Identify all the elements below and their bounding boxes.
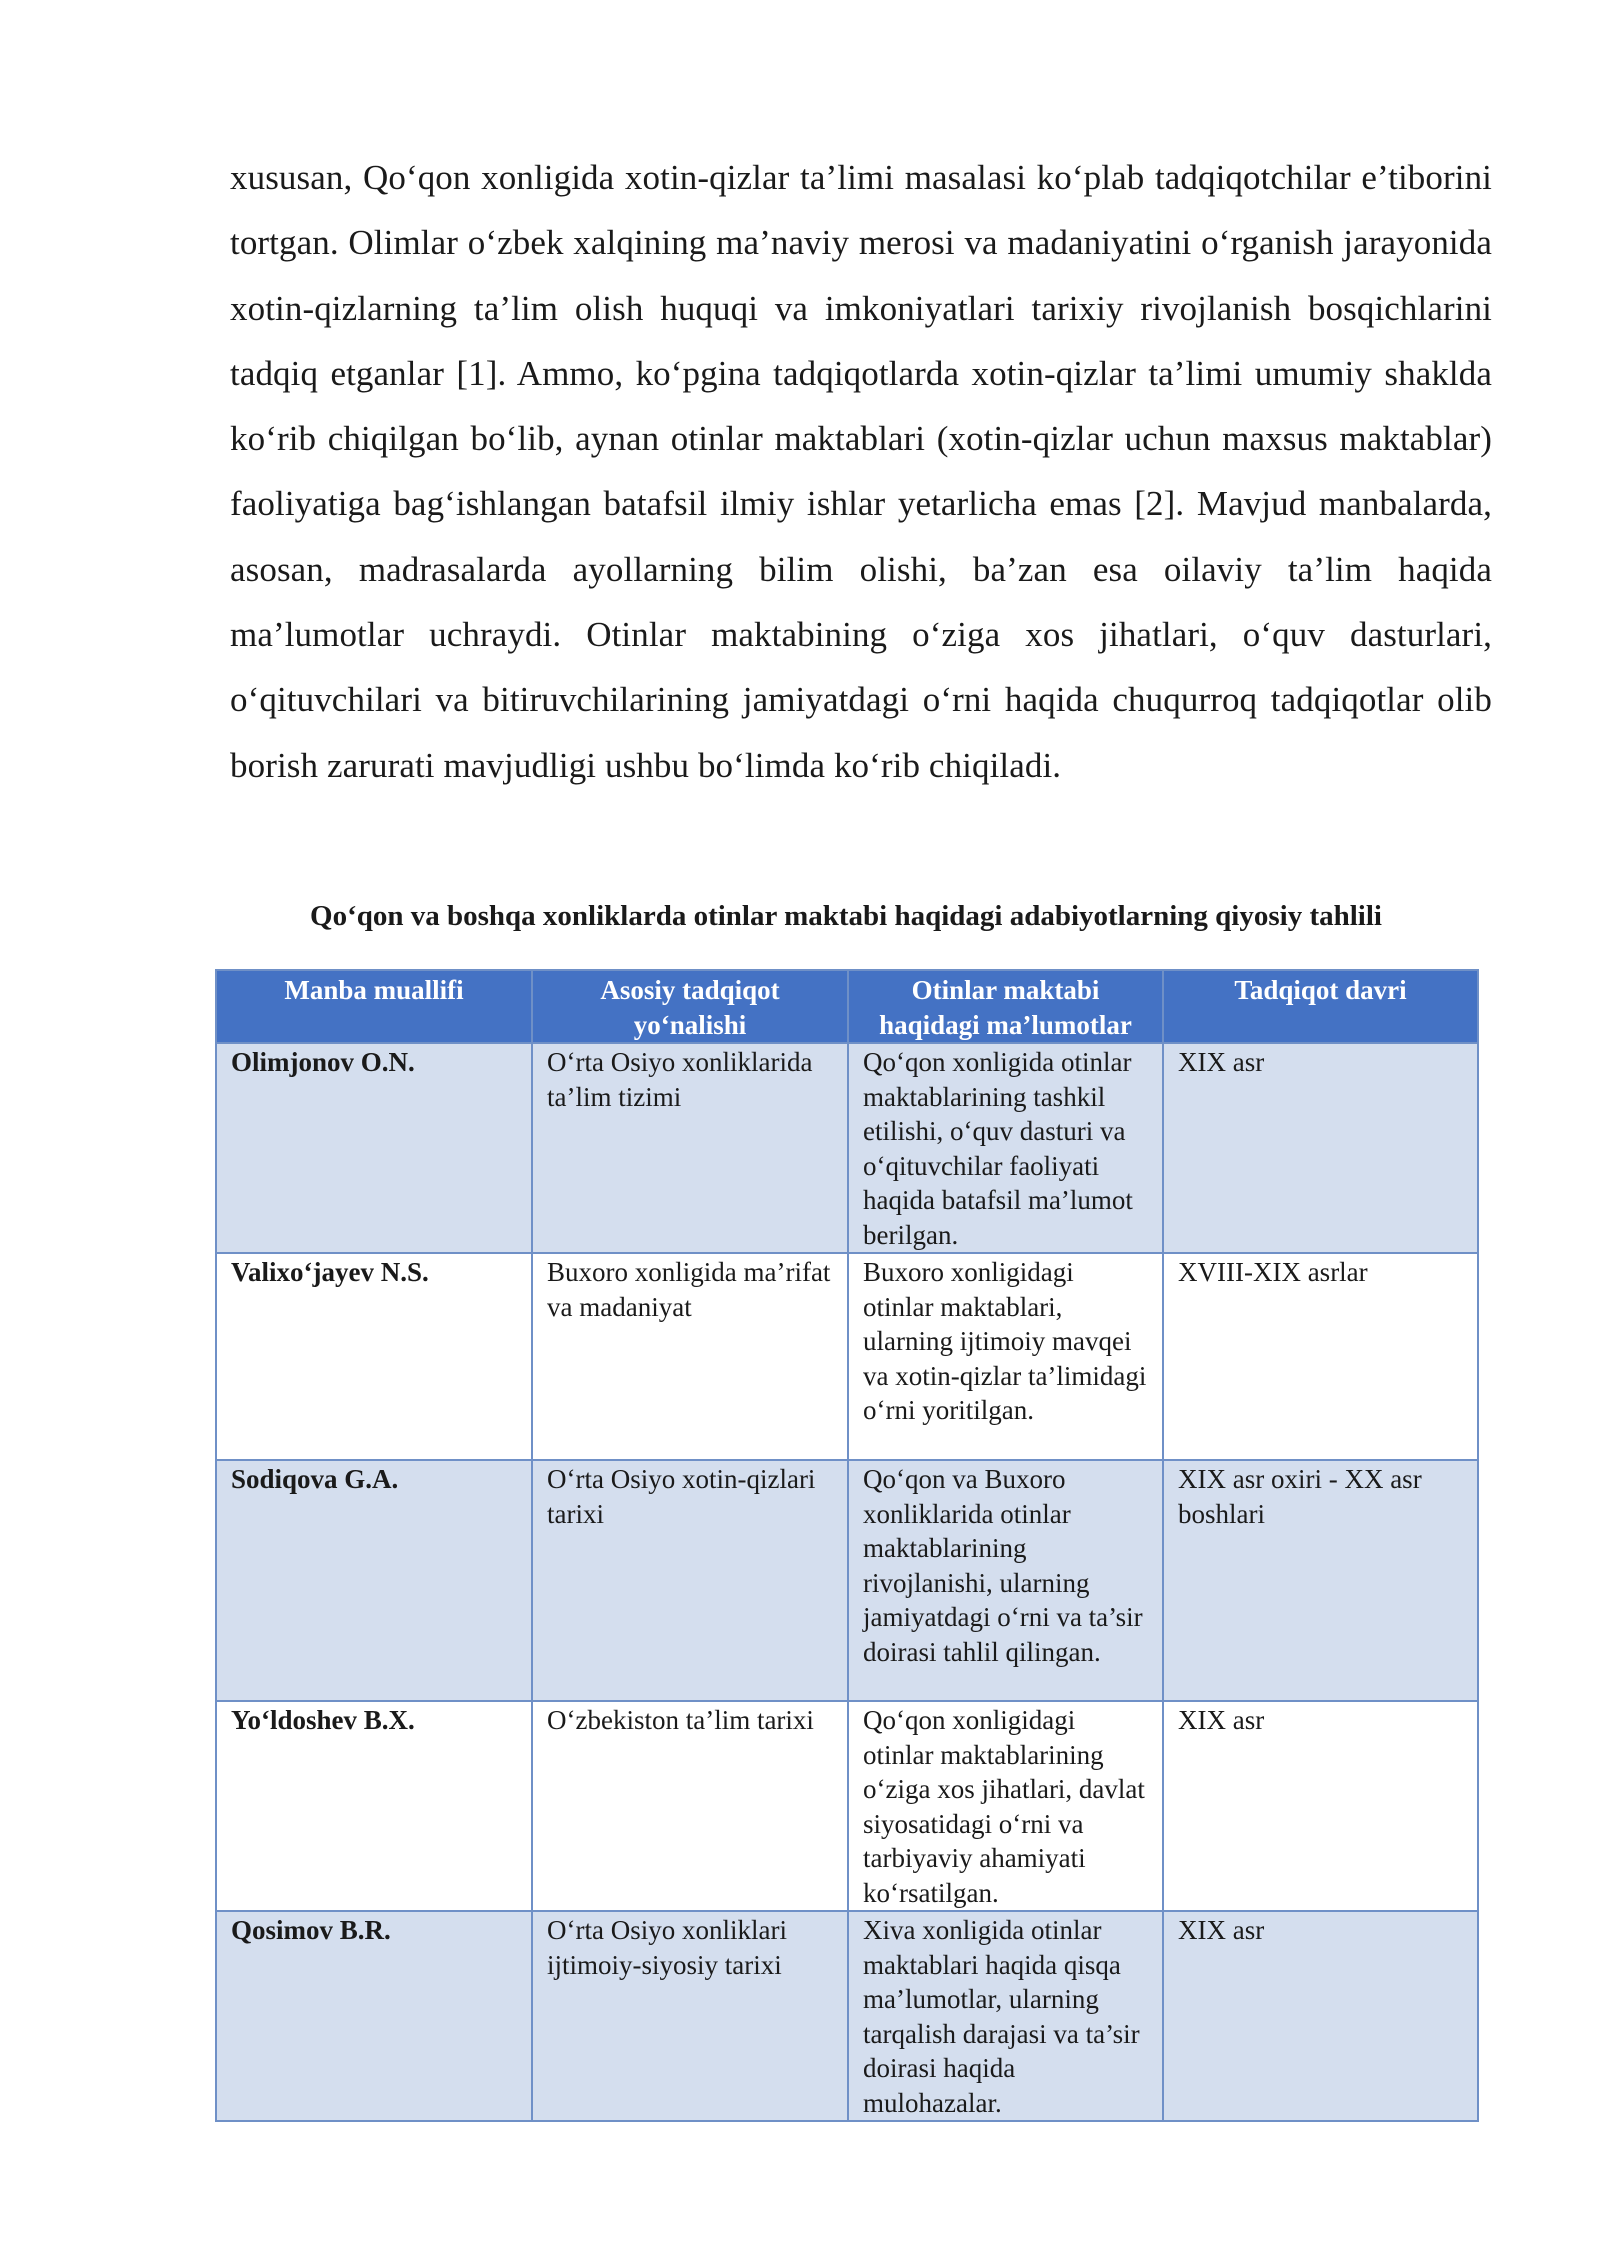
cell-direction: O‘rta Osiyo xonliklari ijtimoiy-siyosiy tarixi xyxy=(532,1911,848,2121)
header-direction: Asosiy tadqiqot yo‘nalishi xyxy=(532,970,848,1043)
cell-info: Qo‘qon xonligidagi otinlar maktablarining o‘ziga xos jihatlari, davlat siyosatidagi o‘rni va tarbiyaviy ahamiyati ko‘rsatilgan. xyxy=(848,1701,1163,1911)
cell-direction: O‘rta Osiyo xonliklarida ta’lim tizimi xyxy=(532,1043,848,1253)
table-row xyxy=(216,1701,1478,1911)
header-info: Otinlar maktabi haqidagi ma’lumotlar xyxy=(848,970,1163,1043)
header-author: Manba muallifi xyxy=(216,970,532,1043)
table-header-row xyxy=(216,970,1478,1043)
cell-direction: Buxoro xonligida ma’rifat va madaniyat xyxy=(532,1253,848,1460)
cell-author: Yo‘ldoshev B.X. xyxy=(216,1701,532,1911)
cell-direction: O‘rta Osiyo xotin-qizlari tarixi xyxy=(532,1460,848,1701)
table-row xyxy=(216,1253,1478,1460)
header-period: Tadqiqot davri xyxy=(1163,970,1478,1043)
table-row xyxy=(216,1043,1478,1253)
cell-author: Olimjonov O.N. xyxy=(216,1043,532,1253)
cell-info: Xiva xonligida otinlar maktablari haqida qisqa ma’lumotlar, ularning tarqalish darajasi va ta’sir doirasi haqida mulohazalar. xyxy=(848,1911,1163,2121)
table-row xyxy=(216,1460,1478,1701)
cell-direction: O‘zbekiston ta’lim tarixi xyxy=(532,1701,848,1911)
table-caption: Qo‘qon va boshqa xonliklarda otinlar maktabi haqidagi adabiyotlarning qiyosiy tahlili xyxy=(310,900,1382,932)
cell-info: Qo‘qon va Buxoro xonliklarida otinlar maktablarining rivojlanishi, ularning jamiyatdagi o‘rni va ta’sir doirasi tahlil qilingan. xyxy=(848,1460,1163,1701)
cell-author: Qosimov B.R. xyxy=(216,1911,532,2121)
table-row xyxy=(216,1911,1478,2121)
cell-author: Sodiqova G.A. xyxy=(216,1460,532,1701)
cell-info: Qo‘qon xonligida otinlar maktablarining tashkil etilishi, o‘quv dasturi va o‘qituvchilar faoliyati haqida batafsil ma’lumot berilgan. xyxy=(848,1043,1163,1253)
cell-period: XIX asr xyxy=(1163,1043,1478,1253)
cell-period: XIX asr oxiri - XX asr boshlari xyxy=(1163,1460,1478,1701)
cell-period: XVIII-XIX asrlar xyxy=(1163,1253,1478,1460)
cell-period: XIX asr xyxy=(1163,1911,1478,2121)
cell-author: Valixo‘jayev N.S. xyxy=(216,1253,532,1460)
literature-comparison-table xyxy=(215,969,1479,2122)
cell-period: XIX asr xyxy=(1163,1701,1478,1911)
body-paragraph: xususan, Qo‘qon xonligida xotin-qizlar ta’limi masalasi ko‘plab tadqiqotchilar e’tiborini tortgan. Olimlar o‘zbek xalqining ma’naviy merosi va madaniyatini o‘rganish jarayonida xotin-qizlarning ta’lim olish huquqi va imkoniyatlari tarixiy rivojlanish bosqichlarini tadqiq etganlar [1]. Ammo, ko‘pgina tadqiqotlarda xotin-qizlar ta’limi umumiy shaklda ko‘rib chiqilgan bo‘lib, aynan otinlar maktablari (xotin-qizlar uchun maxsus maktablar) faoliyatiga bag‘ishlangan batafsil ilmiy ishlar yetarlicha emas [2]. Mavjud manbalarda, asosan, madrasalarda ayollarning bilim olishi, ba’zan esa oilaviy ta’lim haqida ma’lumotlar uchraydi. Otinlar maktabining o‘ziga xos jihatlari, o‘quv dasturlari, o‘qituvchilari va bitiruvchilarining jamiyatdagi o‘rni haqida chuqurroq tadqiqotlar olib borish zarurati mavjudligi ushbu bo‘limda ko‘rib chiqiladi. xyxy=(230,158,1492,785)
cell-info: Buxoro xonligidagi otinlar maktablari, ularning ijtimoiy mavqei va xotin-qizlar ta’limidagi o‘rni yoritilgan. xyxy=(848,1253,1163,1460)
